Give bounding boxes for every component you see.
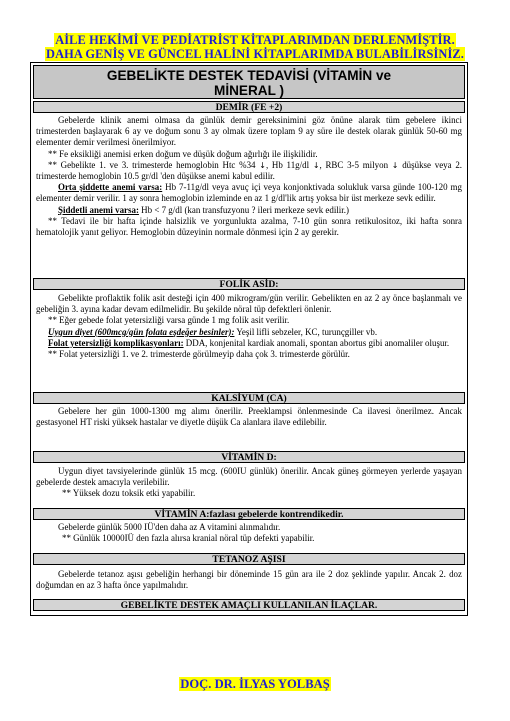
folic-paragraph-1: Gebelikte proflaktik folik asit desteği için 400 mikrogram/gün verilir. Gebelikten en az 2 ay önce başlanmalı ve gebeliğin 3. ayına kadar devam edilmelidir. Bu şekilde nöral tüp defektleri önlenir. xyxy=(36,293,462,315)
iron-paragraph-4 xyxy=(36,182,462,204)
down-arrow-icon: ↓ xyxy=(391,160,399,170)
folic-paragraph-5: ** Folat yetersizliği 1. ve 2. trimesterde görülmeyip daha çok 3. trimesterde görülür. xyxy=(48,349,350,360)
folic-section xyxy=(36,293,462,360)
diet-label: Uygun diyet (600mcg/gün folata eşdeğer besinler): xyxy=(48,326,235,337)
folic-section-header: FOLİK ASİD: xyxy=(33,278,465,290)
iron-paragraph-3 xyxy=(36,160,462,182)
banner-text-2: DAHA GENİŞ VE GÜNCEL HALİNİ KİTAPLARIMDA BULABİLİRSİNİZ. xyxy=(46,47,464,61)
diet-text: Yeşil lifli sebzeler, KC, turunçgiller vb. xyxy=(234,326,378,337)
tetanus-section-header: TETANOZ AŞISI xyxy=(33,553,465,565)
vitamin-d-paragraph-1: Uygun diyet tavsiyelerinde günlük 15 mcg. (600IU günlük) önerilir. Ancak güneş görmeyen yerlerde yaşayan gebelerde destek amacıyla verilebilir. xyxy=(36,466,462,488)
moderate-anemia-text: Hb 7-11g/dl veya avuç içi veya konjonktivada solukluk varsa günde 100-120 mg elementer demir verilir. 1 ay sonra hemoglobin izleminde en az 1 g/dl'lik artış yoksa bir üst merkeze sevk edilir. xyxy=(36,182,462,204)
drugs-section-header: GEBELİKTE DESTEK AMAÇLI KULLANILAN İLAÇLAR. xyxy=(33,599,465,611)
down-arrow-icon: ↓ xyxy=(312,160,320,170)
severe-anemia-text: Hb < 7 g/dl (kan transfuzyonu ? ileri merkeze sevk edilir.) xyxy=(138,204,349,215)
tetanus-paragraph-1: Gebelerde tetanoz aşısı gebeliğin herhangi bir döneminde 15 gün ara ile 2 doz şeklinde yapılır. Ancak 2. doz doğumdan en az 3 hafta önce yapılmalıdır. xyxy=(36,569,462,591)
author-footer xyxy=(0,677,510,692)
iron-hb-text-c: , RBC 3-5 milyon xyxy=(319,159,389,170)
title-line-1: GEBELİKTE DESTEK TEDAVİSİ (VİTAMİN ve xyxy=(106,68,392,83)
iron-paragraph-6: ** Tedavi ile bir hafta içinde halsizlik ve yorgunlukta azalma, 7-10 gün sonra retikulositoz, iki hafta sonra hematolojik yanıt geliyor. Hemoglobin düzeyinin normale dönmesi için 2 ay gerekir. xyxy=(36,215,462,238)
calcium-section-header: KALSİYUM (CA) xyxy=(33,392,465,404)
author-name: DOÇ. DR. İLYAS YOLBAŞ xyxy=(180,677,330,691)
iron-hb-text-d: düşükse veya 2. trimesterde hemoglobin 10.5 gr/dl 'den düşükse anemi kabul edilir. xyxy=(36,159,463,182)
down-arrow-icon: ↓ xyxy=(259,160,266,170)
iron-paragraph-1: Gebelerde klinik anemi olmasa da günlük demir gereksinimini göz önüne alarak tüm gebelere ikinci trimesterden başlayarak 6 ay ve doğum sonu 3 ay olmak üzere toplam 9 ay süre ile destek olarak günlük 50-60 mg elementer demir verilmesi önerilmiyor. xyxy=(36,115,462,148)
iron-section-header: DEMİR (FE +2) xyxy=(33,101,465,113)
page-title xyxy=(33,65,465,99)
vitamin-d-section-header: VİTAMİN D: xyxy=(33,451,465,463)
title-line-2: MİNERAL ) xyxy=(214,83,284,98)
vitamin-a-section-header: VİTAMİN A:fazlası gebelerde kontrendikedir. xyxy=(33,508,465,520)
iron-paragraph-5 xyxy=(36,205,462,216)
folate-complications-label: Folat yetersizliği komplikasyonları: xyxy=(48,337,184,348)
severe-anemia-label: Şiddetli anemi varsa: xyxy=(58,204,139,215)
folic-paragraph-3 xyxy=(36,327,462,338)
calcium-paragraph-1: Gebelere her gün 1000-1300 mg alımı önerilir. Preeklampsi önlenmesinde Ca ilavesi önerilmez. Ancak gestasyonel HT riski yüksek hastalar ve diyetle düşük Ca alanlara ilave edilebilir. xyxy=(36,406,462,428)
folic-paragraph-2: ** Eğer gebede folat yetersizliği varsa günde 1 mg folik asit verilir. xyxy=(48,315,290,326)
moderate-anemia-label: Orta şiddette anemi varsa: xyxy=(58,182,163,193)
vitamin-a-section xyxy=(36,522,462,544)
iron-paragraph-2: ** Fe eksikliği anemisi erken doğum ve düşük doğum ağırlığı ile ilişkilidir. xyxy=(48,148,318,159)
calcium-section xyxy=(36,406,462,428)
iron-section xyxy=(36,115,462,238)
vitamin-a-paragraph-2: ** Günlük 10000IÜ den fazla alırsa kranial nöral tüp defekti yapabilir. xyxy=(62,533,315,544)
folic-paragraph-4 xyxy=(36,338,462,349)
tetanus-section xyxy=(36,569,462,591)
folate-complications-text: DDA, konjenital kardiak anomali, spontan abortus gibi anomaliler oluşur. xyxy=(183,337,450,348)
iron-hb-text-b: , Hb 11g/dl xyxy=(265,159,310,170)
banner-text-1: AİLE HEKİMİ VE PEDİATRİST KİTAPLARIMDAN DERLENMİŞTİR. xyxy=(55,33,455,47)
iron-hb-text-a: ** Gebelikte 1. ve 3. trimesterde hemoglobin Htc %34 xyxy=(48,159,256,170)
banner-line-1 xyxy=(0,33,510,48)
banner-line-2 xyxy=(0,47,510,62)
vitamin-a-paragraph-1: Gebelerde günlük 5000 IÜ'den daha az A vitamini alınmalıdır. xyxy=(58,522,281,532)
vitamin-d-paragraph-2: ** Yüksek dozu toksik etki yapabilir. xyxy=(62,488,196,499)
vitamin-d-section xyxy=(36,466,462,500)
